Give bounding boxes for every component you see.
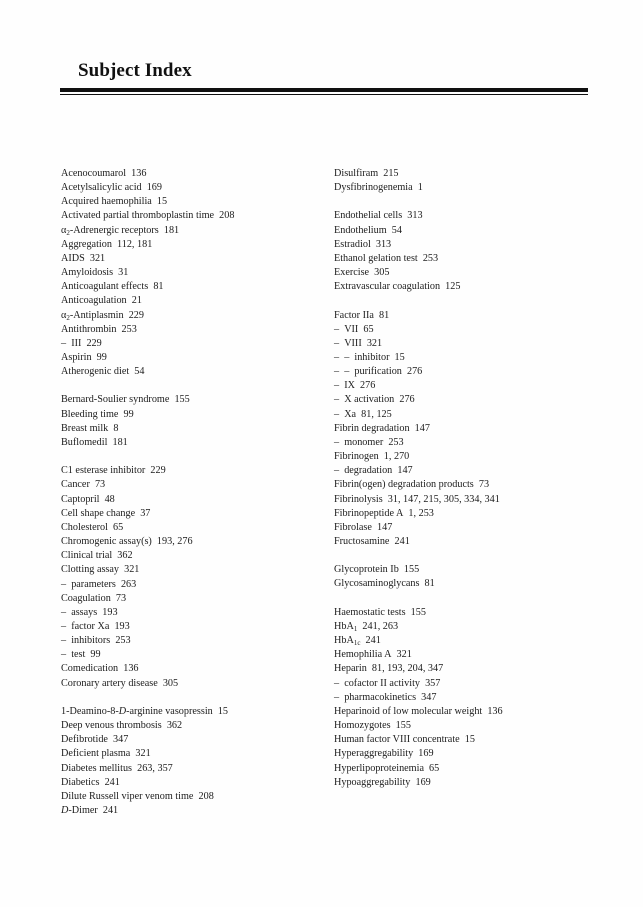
index-entry: Acetylsalicylic acid 169 xyxy=(61,182,162,194)
index-entry: – assays 193 xyxy=(61,606,118,618)
index-entry: Defibrotide 347 xyxy=(61,734,129,746)
index-entry: D-Dimer 241 xyxy=(61,804,119,816)
index-entry: Breast milk 8 xyxy=(61,422,119,434)
index-entry: Buflomedil 181 xyxy=(61,436,128,448)
index-entry: Heparinoid of low molecular weight 136 xyxy=(334,705,503,717)
index-entry: Atherogenic diet 54 xyxy=(61,366,145,378)
index-entry: HbA1 241, 263 xyxy=(334,620,399,633)
index-entry: 1-Deamino-8-D-arginine vasopressin 15 xyxy=(61,705,229,717)
index-entry: Hemophilia A 321 xyxy=(334,649,412,661)
index-entry: Dilute Russell viper venom time 208 xyxy=(61,790,214,802)
entry-group-spacer xyxy=(61,379,321,393)
index-entry: – – inhibitor 15 xyxy=(334,352,405,363)
index-entry: Clinical trial 362 xyxy=(61,550,133,562)
index-entry: – test 99 xyxy=(61,649,101,661)
index-entry: Endothelial cells 313 xyxy=(334,210,423,222)
index-entry: Acquired haemophilia 15 xyxy=(61,196,168,208)
index-entry: Comedication 136 xyxy=(61,663,139,675)
index-entry: – inhibitors 253 xyxy=(61,635,131,647)
entry-group-spacer xyxy=(334,549,594,563)
index-entry: Estradiol 313 xyxy=(334,238,392,250)
index-entry: HbA1c 241 xyxy=(334,635,381,648)
index-column-left xyxy=(61,167,321,818)
index-entry: Glycosaminoglycans 81 xyxy=(334,578,435,590)
index-entry: AIDS 321 xyxy=(61,252,106,264)
index-entry: α2-Antiplasmin 229 xyxy=(61,309,144,322)
index-entry: Fibrin degradation 147 xyxy=(334,422,430,434)
index-entry: Fibrin(ogen) degradation products 73 xyxy=(334,479,490,491)
index-entry: – parameters 263 xyxy=(61,578,137,590)
index-entry: – degradation 147 xyxy=(334,465,413,477)
entry-group-spacer xyxy=(334,294,594,308)
index-entry: Bernard-Soulier syndrome 155 xyxy=(61,394,190,406)
index-entry: Deep venous thrombosis 362 xyxy=(61,720,183,732)
entry-group-spacer xyxy=(334,592,594,606)
page-title: Subject Index xyxy=(78,60,192,81)
index-entry: – X activation 276 xyxy=(334,394,415,406)
index-entry: – factor Xa 193 xyxy=(61,620,130,632)
index-entry: Fibrinogen 1, 270 xyxy=(334,451,410,463)
entry-group-spacer xyxy=(334,195,594,209)
index-column-right xyxy=(334,167,594,790)
index-entry: Activated partial thromboplastin time 208 xyxy=(61,210,235,222)
index-entry: α2-Adrenergic receptors 181 xyxy=(61,224,180,237)
index-entry: Hyperlipoproteinemia 65 xyxy=(334,762,440,774)
index-entry: Disulfiram 215 xyxy=(334,168,399,179)
index-entry: Factor IIa 81 xyxy=(334,309,390,321)
index-entry: Diabetes mellitus 263, 357 xyxy=(61,762,173,774)
index-entry: Aspirin 99 xyxy=(61,352,107,364)
index-entry: Endothelium 54 xyxy=(334,224,402,236)
index-entry: Hypoaggregability 169 xyxy=(334,776,431,788)
index-entry: Aggregation 112, 181 xyxy=(61,238,153,250)
index-entry: C1 esterase inhibitor 229 xyxy=(61,465,166,477)
index-entry: Diabetics 241 xyxy=(61,776,120,788)
index-entry: Acenocoumarol 136 xyxy=(61,168,147,179)
index-entry: Hyperaggregability 169 xyxy=(334,748,434,760)
index-entry: Deficient plasma 321 xyxy=(61,748,151,760)
index-entry: Coagulation 73 xyxy=(61,592,127,604)
index-entry: Glycoprotein Ib 155 xyxy=(334,564,420,576)
index-entry: – IX 276 xyxy=(334,380,376,392)
entry-group-spacer xyxy=(61,691,321,705)
index-entry: Chromogenic assay(s) 193, 276 xyxy=(61,536,193,548)
index-entry: Human factor VIII concentrate 15 xyxy=(334,734,475,746)
index-entry: Ethanol gelation test 253 xyxy=(334,252,439,264)
index-entry: Extravascular coagulation 125 xyxy=(334,281,461,293)
title-rule-thick xyxy=(60,88,588,92)
index-entry: – VIII 321 xyxy=(334,337,383,349)
index-entry: Antithrombin 253 xyxy=(61,323,137,335)
index-entry: Cholesterol 65 xyxy=(61,521,124,533)
index-entry: Cancer 73 xyxy=(61,479,106,491)
index-entry: – Xa 81, 125 xyxy=(334,408,392,420)
index-entry: – III 229 xyxy=(61,337,102,349)
index-entry: Exercise 305 xyxy=(334,267,390,279)
index-entry: Fibrinopeptide A 1, 253 xyxy=(334,507,434,519)
index-entry: Heparin 81, 193, 204, 347 xyxy=(334,663,444,675)
index-entry: Bleeding time 99 xyxy=(61,408,134,420)
index-entry: – cofactor II activity 357 xyxy=(334,677,441,689)
title-rule-thin xyxy=(60,94,588,95)
index-entry: Haemostatic tests 155 xyxy=(334,606,426,618)
index-entry: Fibrolase 147 xyxy=(334,521,393,533)
index-entry: Captopril 48 xyxy=(61,493,115,505)
index-entry: – monomer 253 xyxy=(334,436,404,448)
index-entry: Fibrinolysis 31, 147, 215, 305, 334, 341 xyxy=(334,493,500,505)
index-entry: Cell shape change 37 xyxy=(61,507,151,519)
entry-group-spacer xyxy=(61,450,321,464)
index-entry: Dysfibrinogenemia 1 xyxy=(334,182,423,194)
index-entry: Homozygotes 155 xyxy=(334,720,411,732)
index-entry: Amyloidosis 31 xyxy=(61,267,129,279)
index-entry: Coronary artery disease 305 xyxy=(61,677,179,689)
index-entry: Clotting assay 321 xyxy=(61,564,140,576)
index-entry: – – purification 276 xyxy=(334,366,423,378)
index-entry: Anticoagulation 21 xyxy=(61,295,142,307)
index-entry: – pharmacokinetics 347 xyxy=(334,691,437,703)
index-entry: – VII 65 xyxy=(334,323,374,335)
index-entry: Anticoagulant effects 81 xyxy=(61,281,164,293)
index-entry: Fructosamine 241 xyxy=(334,536,410,548)
